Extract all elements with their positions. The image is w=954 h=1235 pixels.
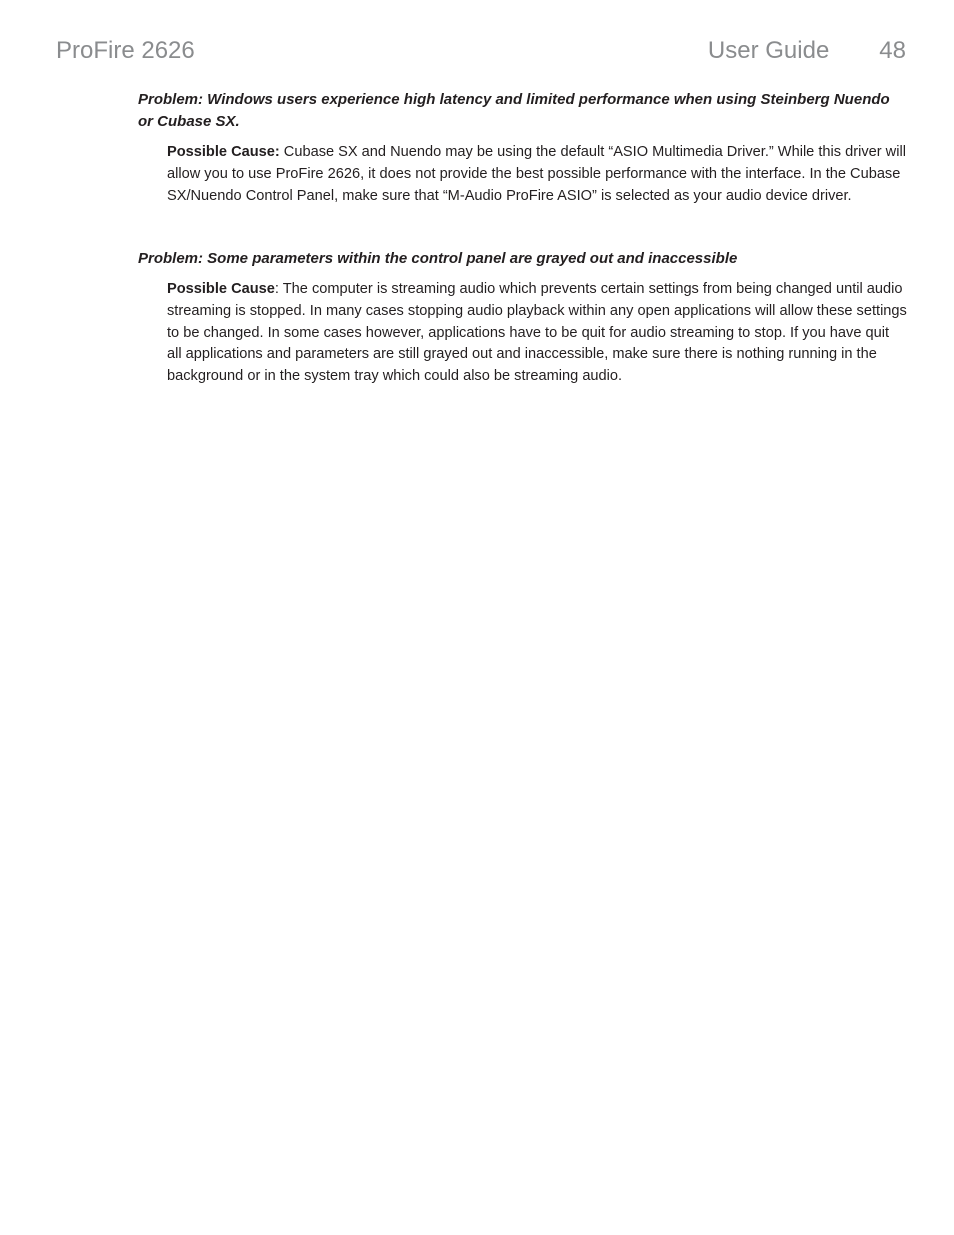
problem-heading-1: Problem: Windows users experience high latency and limited performance when using Steinberg Nuendo or Cubase SX.: [138, 91, 890, 130]
cause-text: Cubase SX and Nuendo may be using the default “ASIO Multimedia Driver.” While this driver will allow you to use ProFire 2626, it does not provide the best possible performance with the interface. In the Cubase SX/Nuendo Control Panel, make sure that “M-Audio ProFire ASIO” is selected as your audio device driver.: [167, 144, 906, 204]
possible-cause-2: [167, 279, 907, 388]
cause-text: : The computer is streaming audio which prevents certain settings from being changed until audio streaming is stopped. In many cases stopping audio playback within any open applications will allow these settings to be changed. In some cases however, applications have to be quit for audio streaming to stop. If you have quit all applications and parameters are still grayed out and inaccessible, make sure there is nothing running in the background or in the system tray which could also be streaming audio.: [167, 281, 907, 385]
cause-label: Possible Cause:: [167, 144, 280, 160]
header-right: [708, 36, 906, 66]
cause-label: Possible Cause: [167, 281, 275, 297]
problem-heading-2: Problem: Some parameters within the control panel are grayed out and inaccessible: [138, 250, 738, 267]
possible-cause-1: [167, 142, 907, 207]
document-title: ProFire 2626: [56, 37, 195, 64]
guide-label: User Guide: [707, 37, 830, 64]
page-number: 48: [879, 37, 906, 64]
